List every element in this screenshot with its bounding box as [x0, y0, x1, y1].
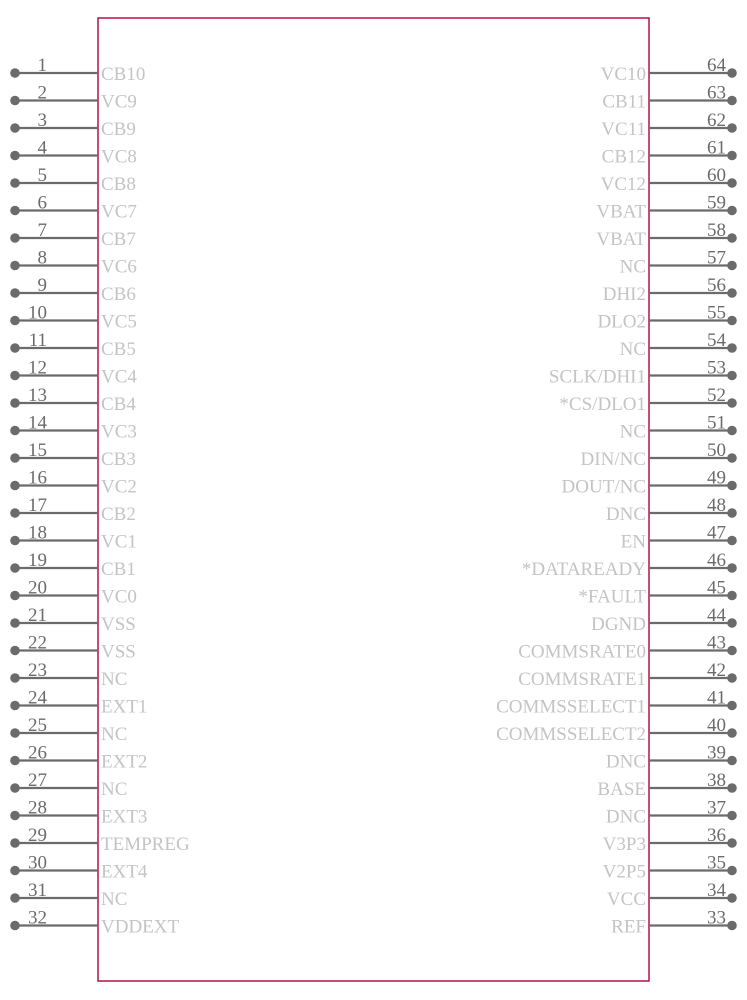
pin-end-dot	[10, 123, 20, 133]
pin-11	[10, 330, 136, 360]
pin-46	[522, 550, 737, 580]
pin-24	[10, 688, 147, 718]
pin-name: VCC	[606, 889, 646, 910]
pin-end-dot	[727, 618, 737, 628]
pin-number: 18	[28, 522, 47, 544]
pin-end-dot	[10, 206, 20, 216]
pin-name: CB12	[601, 146, 646, 168]
pin-end-dot	[10, 811, 20, 821]
pin-number: 34	[707, 880, 726, 901]
pin-name: VBAT	[596, 229, 646, 250]
pin-end-dot	[727, 151, 737, 161]
pin-number: 16	[28, 467, 47, 489]
pin-name: VC7	[101, 201, 137, 223]
pin-27	[10, 770, 127, 800]
pin-end-dot	[727, 398, 737, 408]
pin-number: 51	[707, 412, 726, 434]
pin-20	[10, 578, 137, 608]
pin-number: 50	[707, 440, 726, 461]
pin-35	[603, 853, 737, 883]
pin-number: 44	[707, 605, 726, 626]
pin-name: NC	[619, 256, 646, 278]
pin-number: 47	[707, 522, 726, 544]
pin-number: 62	[707, 110, 726, 131]
pin-end-dot	[727, 233, 737, 243]
pin-name: NC	[619, 421, 646, 443]
pin-end-dot	[10, 591, 20, 601]
pin-end-dot	[10, 233, 20, 243]
pin-22	[10, 633, 136, 663]
pin-number: 63	[707, 82, 726, 104]
pin-name: CB2	[101, 504, 136, 525]
pin-end-dot	[10, 783, 20, 793]
pin-number: 27	[28, 770, 47, 791]
pin-62	[601, 110, 737, 140]
pin-end-dot	[10, 673, 20, 683]
pin-end-dot	[727, 591, 737, 601]
pin-name: TEMPREG	[101, 834, 190, 855]
pin-end-dot	[727, 673, 737, 683]
pin-number: 2	[37, 82, 47, 104]
pin-end-dot	[727, 811, 737, 821]
pin-name: NC	[101, 779, 128, 800]
pin-number: 19	[28, 550, 47, 571]
pin-name: VBAT	[596, 201, 646, 223]
pin-end-dot	[727, 563, 737, 573]
pin-64	[601, 55, 737, 85]
pin-end-dot	[10, 178, 20, 188]
pin-56	[603, 275, 737, 305]
pin-54	[620, 330, 737, 360]
pin-26	[10, 743, 147, 773]
pin-name: COMMSRATE1	[518, 669, 646, 690]
pin-number: 31	[28, 880, 47, 901]
pin-number: 30	[28, 852, 47, 874]
pin-number: 46	[707, 550, 726, 571]
pin-end-dot	[727, 288, 737, 298]
pin-end-dot	[10, 426, 20, 436]
pin-name: VC3	[101, 421, 137, 443]
pin-number: 6	[37, 192, 47, 214]
pin-name: DNC	[605, 751, 646, 773]
pin-name: CB8	[101, 174, 136, 195]
pin-number: 61	[707, 137, 726, 159]
pin-number: 10	[28, 302, 47, 324]
pin-end-dot	[727, 96, 737, 106]
pin-number: 11	[28, 330, 47, 351]
pin-end-dot	[10, 893, 20, 903]
pin-15	[10, 440, 136, 470]
pin-3	[10, 110, 136, 140]
pin-name: VC5	[101, 311, 137, 333]
pin-name: CB9	[101, 119, 136, 140]
pin-name: CB11	[602, 91, 646, 113]
pin-name: VC9	[101, 91, 137, 113]
pin-name: EXT1	[101, 696, 148, 718]
pin-name: VC1	[101, 531, 137, 553]
pin-end-dot	[10, 453, 20, 463]
pin-number: 26	[28, 742, 47, 764]
pin-end-dot	[10, 701, 20, 711]
pin-end-dot	[727, 453, 737, 463]
pin-name: CB4	[101, 394, 136, 415]
pin-name: EXT2	[101, 751, 148, 773]
pin-name: BASE	[597, 779, 646, 800]
pin-number: 53	[707, 357, 726, 379]
pin-end-dot	[10, 536, 20, 546]
pin-name: VSS	[101, 641, 136, 663]
pin-end-dot	[727, 426, 737, 436]
pin-name: CB1	[101, 559, 136, 580]
pin-38	[597, 770, 736, 800]
pin-number: 43	[707, 632, 726, 654]
pin-name: VC6	[101, 256, 137, 278]
pin-name: V3P3	[602, 834, 646, 855]
pin-name: CB6	[101, 284, 136, 305]
pin-number: 17	[28, 495, 47, 516]
pin-name: VSS	[101, 614, 136, 635]
pin-number: 42	[707, 660, 726, 681]
pin-10	[10, 303, 137, 333]
pin-12	[10, 358, 137, 388]
pin-60	[601, 165, 737, 195]
pin-number: 40	[707, 715, 726, 736]
pin-name: COMMSSELECT2	[496, 724, 646, 745]
pin-32	[10, 908, 179, 938]
pin-end-dot	[727, 536, 737, 546]
pin-name: DNC	[605, 806, 646, 828]
pin-number: 4	[37, 137, 47, 159]
pin-number: 8	[37, 247, 47, 269]
pin-55	[597, 303, 736, 333]
pin-end-dot	[727, 261, 737, 271]
pin-41	[496, 688, 737, 718]
pin-34	[607, 880, 737, 910]
pin-number: 29	[28, 825, 47, 846]
pin-end-dot	[10, 68, 20, 78]
pin-number: 55	[707, 302, 726, 324]
pin-number: 14	[28, 412, 47, 434]
pin-name: EXT4	[101, 861, 148, 883]
pin-number: 1	[37, 55, 47, 76]
pin-number: 58	[707, 220, 726, 241]
pin-36	[603, 825, 737, 855]
pin-end-dot	[10, 261, 20, 271]
pin-number: 23	[28, 660, 47, 681]
pin-name: VDDEXT	[101, 916, 180, 938]
pin-number: 24	[28, 687, 47, 709]
pin-name: VC4	[101, 366, 137, 388]
pin-number: 35	[707, 852, 726, 874]
pin-number: 13	[28, 385, 47, 406]
pin-end-dot	[10, 921, 20, 931]
pin-end-dot	[10, 151, 20, 161]
pin-number: 5	[37, 165, 47, 186]
pin-number: 52	[707, 385, 726, 406]
pin-end-dot	[727, 343, 737, 353]
pin-47	[621, 523, 737, 553]
pin-number: 54	[707, 330, 726, 351]
pin-name: CB10	[101, 64, 146, 85]
pin-50	[581, 440, 737, 470]
pin-1	[10, 55, 145, 85]
pin-end-dot	[727, 371, 737, 381]
pin-number: 25	[28, 715, 47, 736]
pin-end-dot	[10, 838, 20, 848]
pin-name: NC	[101, 724, 128, 745]
pin-end-dot	[727, 68, 737, 78]
pin-name: REF	[611, 916, 646, 938]
pin-end-dot	[727, 838, 737, 848]
pin-name: DLO2	[597, 311, 646, 333]
pin-30	[10, 853, 148, 883]
pin-37	[606, 798, 737, 828]
pin-end-dot	[727, 123, 737, 133]
pin-33	[611, 908, 737, 938]
pin-name: COMMSRATE0	[518, 641, 646, 663]
pin-end-dot	[10, 866, 20, 876]
pin-end-dot	[10, 96, 20, 106]
pin-end-dot	[727, 866, 737, 876]
pin-31	[10, 880, 127, 910]
pin-end-dot	[10, 563, 20, 573]
pin-number: 20	[28, 577, 47, 599]
pin-name: V2P5	[602, 861, 646, 883]
pin-end-dot	[10, 481, 20, 491]
pin-number: 57	[707, 247, 726, 269]
pin-57	[620, 248, 737, 278]
pin-number: 22	[28, 632, 47, 654]
pin-end-dot	[10, 288, 20, 298]
pin-end-dot	[10, 756, 20, 766]
pin-name: NC	[101, 669, 128, 690]
pin-61	[602, 138, 737, 168]
pin-name: SCLK/DHI1	[548, 366, 646, 388]
pin-end-dot	[727, 893, 737, 903]
pin-16	[10, 468, 137, 498]
pin-23	[10, 660, 127, 690]
pin-17	[10, 495, 136, 525]
pin-number: 38	[707, 770, 726, 791]
pin-63	[602, 83, 736, 113]
pin-18	[10, 523, 137, 553]
pin-name: VC8	[101, 146, 137, 168]
pin-end-dot	[10, 398, 20, 408]
pin-name: CB5	[101, 339, 136, 360]
pin-end-dot	[10, 316, 20, 326]
pin-59	[596, 193, 736, 223]
pin-number: 39	[707, 742, 726, 764]
pin-number: 33	[707, 907, 726, 929]
pin-number: 56	[707, 275, 726, 296]
pin-45	[578, 578, 736, 608]
pin-end-dot	[10, 618, 20, 628]
pin-number: 3	[37, 110, 47, 131]
pin-name: DGND	[591, 614, 646, 635]
pin-2	[10, 83, 137, 113]
pin-end-dot	[10, 728, 20, 738]
pin-name: DHI2	[602, 284, 646, 305]
pin-29	[10, 825, 190, 855]
pin-name: VC0	[101, 586, 137, 608]
pin-name: VC12	[600, 174, 646, 195]
pin-48	[606, 495, 737, 525]
pin-name: *CS/DLO1	[559, 394, 646, 415]
right-pin-group	[496, 55, 737, 938]
pin-9	[10, 275, 136, 305]
pin-end-dot	[10, 371, 20, 381]
pin-43	[518, 633, 737, 663]
pin-end-dot	[727, 206, 737, 216]
pin-end-dot	[727, 783, 737, 793]
pin-end-dot	[10, 343, 20, 353]
pin-40	[496, 715, 737, 745]
pin-4	[10, 138, 137, 168]
pin-end-dot	[727, 728, 737, 738]
pin-number: 45	[707, 577, 726, 599]
pin-end-dot	[727, 701, 737, 711]
pin-39	[606, 743, 737, 773]
pin-number: 12	[28, 357, 47, 379]
pin-name: *DATAREADY	[521, 559, 646, 580]
left-pin-group	[10, 55, 190, 938]
pin-name: VC11	[601, 119, 646, 140]
pin-name: NC	[619, 339, 646, 360]
pin-28	[10, 798, 147, 828]
pin-end-dot	[727, 481, 737, 491]
pin-13	[10, 385, 136, 415]
pin-19	[10, 550, 136, 580]
pin-44	[591, 605, 737, 635]
pin-end-dot	[727, 646, 737, 656]
pin-end-dot	[727, 921, 737, 931]
pin-end-dot	[727, 508, 737, 518]
pin-name: *FAULT	[578, 586, 646, 608]
pin-name: DOUT/NC	[561, 476, 646, 498]
pin-7	[10, 220, 136, 250]
pin-53	[549, 358, 737, 388]
pin-number: 32	[28, 907, 47, 929]
pin-8	[10, 248, 137, 278]
pin-25	[10, 715, 127, 745]
pin-6	[10, 193, 137, 223]
pin-number: 28	[28, 797, 47, 819]
pin-number: 15	[28, 440, 47, 461]
pin-number: 59	[707, 192, 726, 214]
pin-end-dot	[10, 508, 20, 518]
pin-14	[10, 413, 137, 443]
pin-name: EXT3	[101, 806, 148, 828]
pin-5	[10, 165, 136, 195]
pin-name: VC2	[101, 476, 137, 498]
pin-number: 37	[707, 797, 726, 819]
pin-name: EN	[620, 531, 646, 553]
pin-number: 41	[707, 687, 726, 709]
pin-name: CB3	[101, 449, 136, 470]
pin-42	[518, 660, 737, 690]
pin-52	[559, 385, 736, 415]
pin-51	[620, 413, 737, 443]
pin-21	[10, 605, 136, 635]
pin-number: 36	[707, 825, 726, 846]
pin-name: COMMSSELECT1	[496, 696, 646, 718]
pin-end-dot	[727, 178, 737, 188]
pin-name: DIN/NC	[580, 449, 646, 470]
pin-number: 64	[707, 55, 726, 76]
pin-name: NC	[101, 889, 128, 910]
pin-number: 48	[707, 495, 726, 516]
pin-number: 49	[707, 467, 726, 489]
pin-name: CB7	[101, 229, 136, 250]
pin-number: 60	[707, 165, 726, 186]
pin-number: 9	[37, 275, 47, 296]
pin-58	[596, 220, 736, 250]
pin-end-dot	[727, 316, 737, 326]
pin-name: DNC	[605, 504, 646, 525]
pin-number: 21	[28, 605, 47, 626]
pin-name: VC10	[600, 64, 646, 85]
pin-end-dot	[727, 756, 737, 766]
pin-end-dot	[10, 646, 20, 656]
pin-number: 7	[37, 220, 47, 241]
